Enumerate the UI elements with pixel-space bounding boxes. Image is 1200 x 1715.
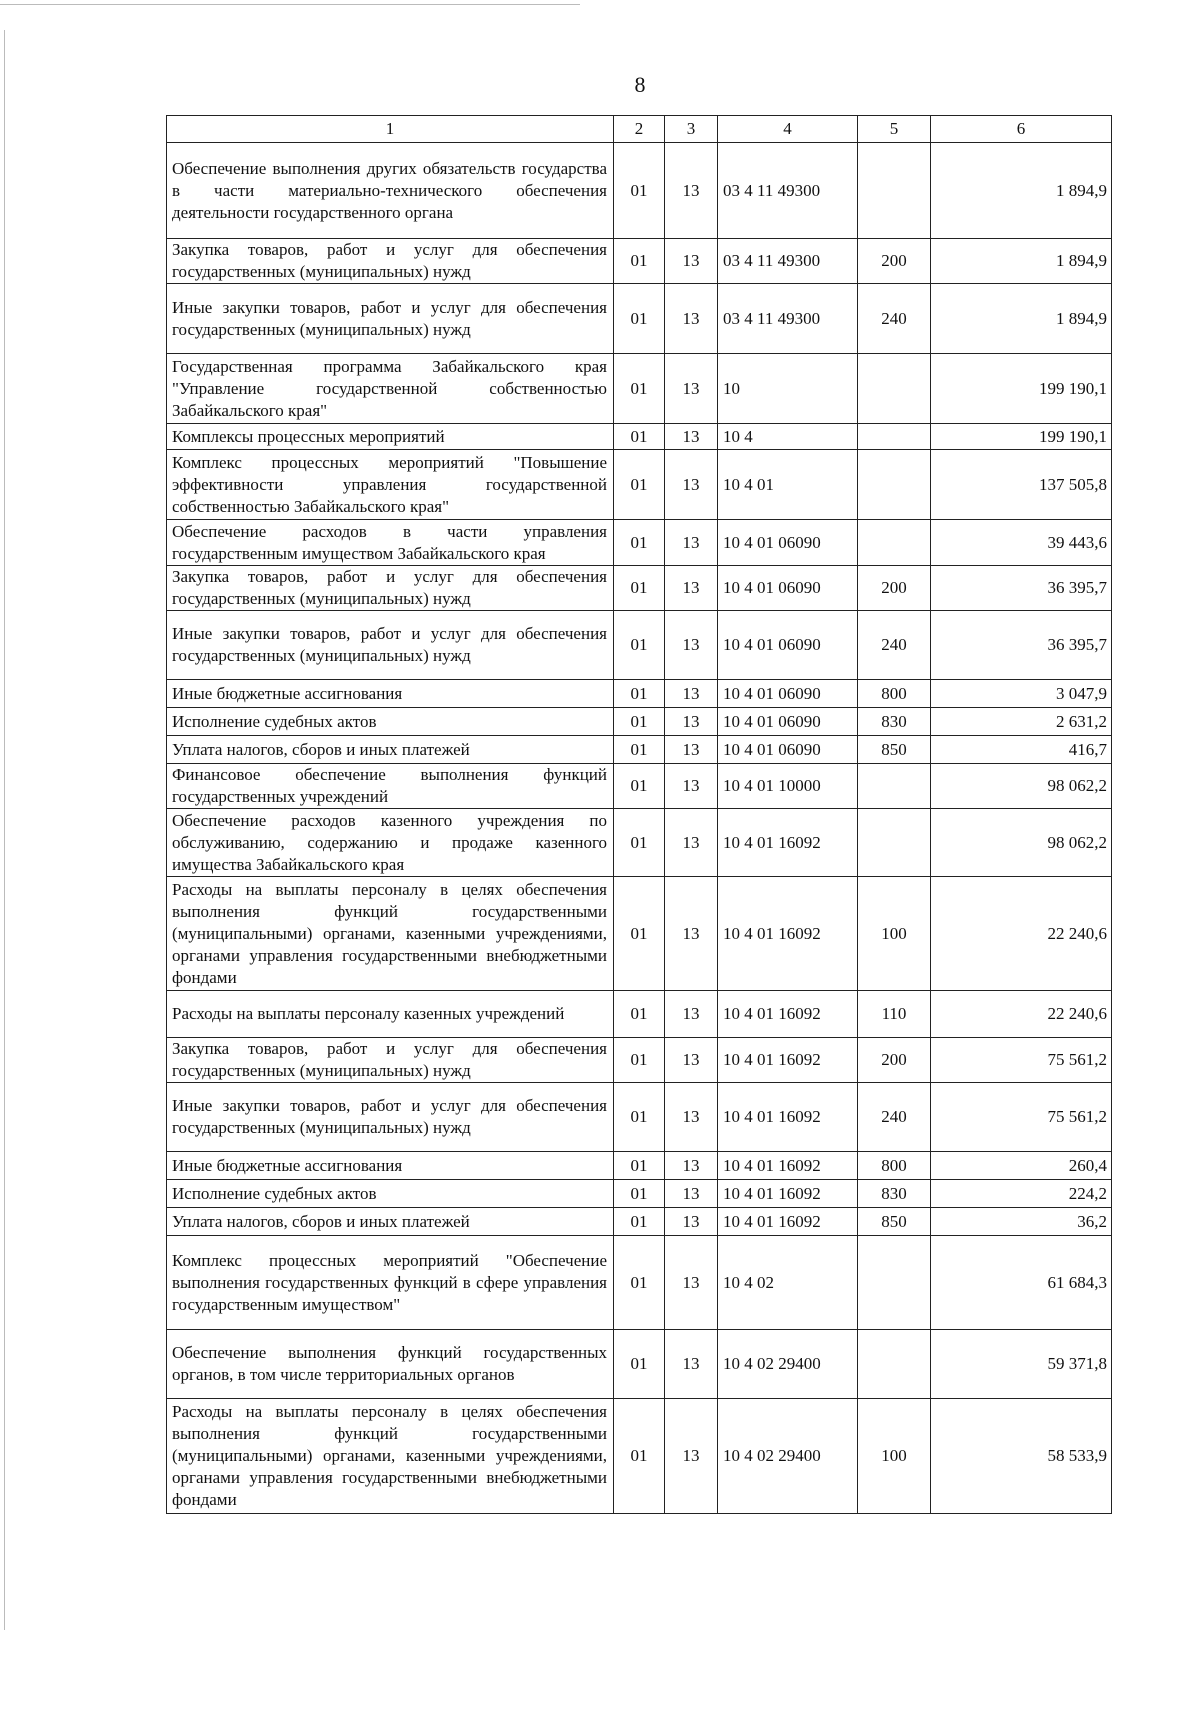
row-subsection-cell: 13 (665, 1083, 718, 1152)
row-name-cell: Иные бюджетные ассигнования (167, 1152, 614, 1180)
row-target-code-cell: 10 4 01 06090 (718, 736, 858, 764)
row-name-cell: Обеспечение выполнения других обязательств государства в части материально-технического обеспечения деятельности государственного органа (167, 143, 614, 239)
row-subsection-cell: 13 (665, 1038, 718, 1083)
row-section-cell: 01 (614, 1083, 665, 1152)
row-expense-type-cell: 200 (858, 1038, 931, 1083)
row-subsection-cell: 13 (665, 566, 718, 611)
row-section-cell: 01 (614, 284, 665, 354)
row-target-code-cell: 10 4 01 16092 (718, 1208, 858, 1236)
row-section-cell: 01 (614, 1330, 665, 1399)
row-subsection-cell: 13 (665, 764, 718, 809)
table-row (167, 1208, 1112, 1236)
table-row (167, 611, 1112, 680)
row-subsection-cell: 13 (665, 1330, 718, 1399)
page-number: 8 (634, 72, 646, 97)
row-expense-type-cell: 110 (858, 991, 931, 1038)
row-amount-cell: 39 443,6 (931, 520, 1112, 566)
row-target-code-cell: 10 4 01 16092 (718, 1152, 858, 1180)
row-target-code-cell: 10 4 01 16092 (718, 877, 858, 991)
row-amount-cell: 58 533,9 (931, 1399, 1112, 1514)
row-name-cell: Расходы на выплаты персоналу казенных учреждений (167, 991, 614, 1038)
row-section-cell: 01 (614, 1038, 665, 1083)
table-row (167, 239, 1112, 284)
row-target-code-cell: 10 4 02 29400 (718, 1330, 858, 1399)
row-amount-cell: 36,2 (931, 1208, 1112, 1236)
row-section-cell: 01 (614, 877, 665, 991)
row-target-code-cell: 10 4 01 10000 (718, 764, 858, 809)
row-section-cell: 01 (614, 1399, 665, 1514)
row-target-code-cell: 10 (718, 354, 858, 424)
row-section-cell: 01 (614, 520, 665, 566)
row-target-code-cell: 03 4 11 49300 (718, 143, 858, 239)
row-subsection-cell: 13 (665, 143, 718, 239)
row-amount-cell: 22 240,6 (931, 877, 1112, 991)
table-row (167, 680, 1112, 708)
row-expense-type-cell: 850 (858, 1208, 931, 1236)
row-subsection-cell: 13 (665, 1152, 718, 1180)
row-name-cell: Государственная программа Забайкальского края "Управление государственной собственностью Забайкальского края" (167, 354, 614, 424)
row-amount-cell: 1 894,9 (931, 143, 1112, 239)
row-name-cell: Расходы на выплаты персоналу в целях обеспечения выполнения функций государственными (муниципальными) органами, казенными учреждениями, органами управления государственными внебюджетными фондами (167, 1399, 614, 1514)
row-expense-type-cell (858, 1330, 931, 1399)
row-amount-cell: 260,4 (931, 1152, 1112, 1180)
row-target-code-cell: 10 4 01 16092 (718, 809, 858, 877)
row-name-cell: Закупка товаров, работ и услуг для обеспечения государственных (муниципальных) нужд (167, 566, 614, 611)
header-col-3: 3 (665, 116, 718, 143)
row-target-code-cell: 10 4 01 06090 (718, 611, 858, 680)
row-expense-type-cell (858, 450, 931, 520)
row-amount-cell: 98 062,2 (931, 809, 1112, 877)
row-target-code-cell: 10 4 01 16092 (718, 1083, 858, 1152)
row-expense-type-cell: 800 (858, 1152, 931, 1180)
row-target-code-cell: 10 4 01 06090 (718, 708, 858, 736)
row-section-cell: 01 (614, 1180, 665, 1208)
row-name-cell: Иные закупки товаров, работ и услуг для обеспечения государственных (муниципальных) нужд (167, 1083, 614, 1152)
row-expense-type-cell: 200 (858, 239, 931, 284)
row-section-cell: 01 (614, 764, 665, 809)
row-section-cell: 01 (614, 450, 665, 520)
header-col-4: 4 (718, 116, 858, 143)
row-target-code-cell: 10 4 01 16092 (718, 991, 858, 1038)
budget-table (166, 115, 1112, 1514)
table-row (167, 1038, 1112, 1083)
row-expense-type-cell (858, 520, 931, 566)
row-name-cell: Закупка товаров, работ и услуг для обеспечения государственных (муниципальных) нужд (167, 1038, 614, 1083)
row-amount-cell: 61 684,3 (931, 1236, 1112, 1330)
row-expense-type-cell (858, 809, 931, 877)
row-name-cell: Обеспечение расходов казенного учреждения по обслуживанию, содержанию и продаже казенного имущества Забайкальского края (167, 809, 614, 877)
row-subsection-cell: 13 (665, 877, 718, 991)
row-name-cell: Уплата налогов, сборов и иных платежей (167, 736, 614, 764)
row-name-cell: Расходы на выплаты персоналу в целях обеспечения выполнения функций государственными (муниципальными) органами, казенными учреждениями, органами управления государственными внебюджетными фондами (167, 877, 614, 991)
row-name-cell: Обеспечение расходов в части управления государственным имуществом Забайкальского края (167, 520, 614, 566)
row-amount-cell: 75 561,2 (931, 1038, 1112, 1083)
table-row (167, 354, 1112, 424)
row-section-cell: 01 (614, 239, 665, 284)
row-subsection-cell: 13 (665, 1208, 718, 1236)
row-target-code-cell: 10 4 01 16092 (718, 1038, 858, 1083)
header-col-6: 6 (931, 116, 1112, 143)
row-subsection-cell: 13 (665, 809, 718, 877)
row-expense-type-cell: 800 (858, 680, 931, 708)
table-row (167, 764, 1112, 809)
header-col-2: 2 (614, 116, 665, 143)
row-target-code-cell: 10 4 (718, 424, 858, 450)
row-name-cell: Комплексы процессных мероприятий (167, 424, 614, 450)
table-row (167, 1083, 1112, 1152)
row-target-code-cell: 10 4 02 (718, 1236, 858, 1330)
row-section-cell: 01 (614, 611, 665, 680)
row-section-cell: 01 (614, 1236, 665, 1330)
row-subsection-cell: 13 (665, 736, 718, 764)
row-subsection-cell: 13 (665, 520, 718, 566)
row-expense-type-cell (858, 424, 931, 450)
row-expense-type-cell (858, 143, 931, 239)
row-section-cell: 01 (614, 1152, 665, 1180)
row-expense-type-cell: 850 (858, 736, 931, 764)
table-row (167, 143, 1112, 239)
row-subsection-cell: 13 (665, 1236, 718, 1330)
table-body (167, 143, 1112, 1514)
row-name-cell: Комплекс процессных мероприятий "Обеспечение выполнения государственных функций в сфере управления государственным имуществом" (167, 1236, 614, 1330)
table-row (167, 284, 1112, 354)
row-name-cell: Иные закупки товаров, работ и услуг для обеспечения государственных (муниципальных) нужд (167, 284, 614, 354)
table-row (167, 877, 1112, 991)
row-target-code-cell: 03 4 11 49300 (718, 239, 858, 284)
row-section-cell: 01 (614, 354, 665, 424)
table-row (167, 1152, 1112, 1180)
row-name-cell: Иные бюджетные ассигнования (167, 680, 614, 708)
row-amount-cell: 137 505,8 (931, 450, 1112, 520)
table-row (167, 450, 1112, 520)
row-target-code-cell: 03 4 11 49300 (718, 284, 858, 354)
row-amount-cell: 199 190,1 (931, 424, 1112, 450)
row-amount-cell: 1 894,9 (931, 284, 1112, 354)
row-expense-type-cell: 240 (858, 1083, 931, 1152)
row-target-code-cell: 10 4 01 06090 (718, 566, 858, 611)
row-subsection-cell: 13 (665, 354, 718, 424)
table-row (167, 708, 1112, 736)
table-row (167, 566, 1112, 611)
table-row (167, 1180, 1112, 1208)
row-section-cell: 01 (614, 566, 665, 611)
row-amount-cell: 36 395,7 (931, 611, 1112, 680)
table-row (167, 520, 1112, 566)
row-expense-type-cell: 240 (858, 611, 931, 680)
row-expense-type-cell: 100 (858, 877, 931, 991)
row-subsection-cell: 13 (665, 1180, 718, 1208)
row-expense-type-cell (858, 1236, 931, 1330)
row-expense-type-cell: 100 (858, 1399, 931, 1514)
row-section-cell: 01 (614, 991, 665, 1038)
row-section-cell: 01 (614, 680, 665, 708)
row-amount-cell: 416,7 (931, 736, 1112, 764)
row-amount-cell: 2 631,2 (931, 708, 1112, 736)
row-amount-cell: 224,2 (931, 1180, 1112, 1208)
row-expense-type-cell (858, 354, 931, 424)
row-section-cell: 01 (614, 1208, 665, 1236)
row-name-cell: Иные закупки товаров, работ и услуг для обеспечения государственных (муниципальных) нужд (167, 611, 614, 680)
row-name-cell: Уплата налогов, сборов и иных платежей (167, 1208, 614, 1236)
row-expense-type-cell: 200 (858, 566, 931, 611)
table-row (167, 424, 1112, 450)
row-amount-cell: 36 395,7 (931, 566, 1112, 611)
row-section-cell: 01 (614, 424, 665, 450)
row-target-code-cell: 10 4 01 06090 (718, 520, 858, 566)
row-expense-type-cell (858, 764, 931, 809)
row-section-cell: 01 (614, 809, 665, 877)
row-subsection-cell: 13 (665, 1399, 718, 1514)
scan-edge-left (4, 30, 5, 1630)
header-col-5: 5 (858, 116, 931, 143)
row-target-code-cell: 10 4 02 29400 (718, 1399, 858, 1514)
row-name-cell: Исполнение судебных актов (167, 708, 614, 736)
header-col-1: 1 (167, 116, 614, 143)
row-expense-type-cell: 830 (858, 708, 931, 736)
row-subsection-cell: 13 (665, 680, 718, 708)
row-target-code-cell: 10 4 01 (718, 450, 858, 520)
row-subsection-cell: 13 (665, 611, 718, 680)
row-target-code-cell: 10 4 01 16092 (718, 1180, 858, 1208)
row-section-cell: 01 (614, 143, 665, 239)
row-subsection-cell: 13 (665, 708, 718, 736)
table-row (167, 809, 1112, 877)
row-name-cell: Закупка товаров, работ и услуг для обеспечения государственных (муниципальных) нужд (167, 239, 614, 284)
table-row (167, 1330, 1112, 1399)
table-row (167, 991, 1112, 1038)
row-amount-cell: 3 047,9 (931, 680, 1112, 708)
row-expense-type-cell: 830 (858, 1180, 931, 1208)
row-subsection-cell: 13 (665, 284, 718, 354)
table-row (167, 736, 1112, 764)
table-row (167, 1236, 1112, 1330)
row-subsection-cell: 13 (665, 450, 718, 520)
row-target-code-cell: 10 4 01 06090 (718, 680, 858, 708)
row-subsection-cell: 13 (665, 424, 718, 450)
row-amount-cell: 59 371,8 (931, 1330, 1112, 1399)
row-section-cell: 01 (614, 708, 665, 736)
row-subsection-cell: 13 (665, 239, 718, 284)
row-amount-cell: 1 894,9 (931, 239, 1112, 284)
row-amount-cell: 22 240,6 (931, 991, 1112, 1038)
row-amount-cell: 75 561,2 (931, 1083, 1112, 1152)
row-name-cell: Исполнение судебных актов (167, 1180, 614, 1208)
row-section-cell: 01 (614, 736, 665, 764)
table-row (167, 1399, 1112, 1514)
row-expense-type-cell: 240 (858, 284, 931, 354)
table-header-row (167, 116, 1112, 143)
row-amount-cell: 199 190,1 (931, 354, 1112, 424)
scan-edge-top (0, 4, 580, 5)
row-name-cell: Финансовое обеспечение выполнения функций государственных учреждений (167, 764, 614, 809)
row-amount-cell: 98 062,2 (931, 764, 1112, 809)
row-name-cell: Комплекс процессных мероприятий "Повышение эффективности управления государственной собственностью Забайкальского края" (167, 450, 614, 520)
row-name-cell: Обеспечение выполнения функций государственных органов, в том числе территориальных органов (167, 1330, 614, 1399)
row-subsection-cell: 13 (665, 991, 718, 1038)
